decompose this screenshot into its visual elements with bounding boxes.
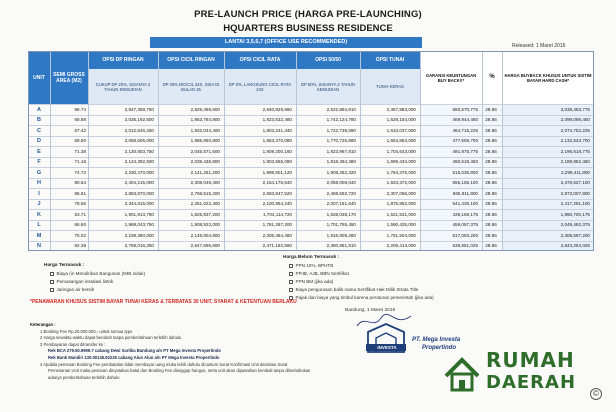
table-cell: 2,012,546,250 [124,127,154,133]
table-cell: 2,239,380,000 [124,232,154,238]
bank-account-bca: Rek BCA 279.50.9999.7 cabang Dewi Sartika Bandung a/n PT Mega Investa Propertindo [48,348,221,354]
table-cell: 2,045,571,600 [190,148,220,154]
table-cell: 1,628,038,170 [326,211,356,217]
table-cell: 1,923,372,000 [386,180,416,185]
col-header-buyback: HARGA BUYBACK KHUSUS UNTUK SISTIM BAYAR HARD CASH* [502,51,594,104]
col-header-5050: OPSI 50/50 [296,51,360,69]
col-sub-cicil-ringan: DP 40% DICICIL 24X, SISA DI BULAN 25 [158,69,224,104]
table-cell: 490,518,450 [452,159,478,164]
watermark-line2: DAERAH [486,372,577,393]
table-cell: 1,985,860,800 [190,138,220,143]
notes-title: Keterangan : [30,322,56,327]
unit-label: K [37,211,41,218]
table-cell: 1,823,967,810 [326,148,356,154]
table-cell: 1,742,124,780 [326,117,356,122]
table-cell: 1,875,852,000 [386,201,416,206]
list-item [283,262,434,270]
table-cell: 477,659,700 [452,138,478,143]
unit-label: C [37,127,41,134]
col-sub-tunai: TUNAI KERAS [360,69,420,104]
note-line: 4 Apabila pemesan Booking Fee pembatalan tidak membayar uang muka lebih dahulu dicantum Surat Konfirmasi Unit dan/atau Surat [40,361,288,367]
list-item-text: PPJB, AJB, BBN Sertifikat [295,271,349,276]
promo-note: *PENAWARAN KHUSUS SISTIM BAYAR TUNAI KERAS & TERBATAS 30 UNIT, SYARAT & KETENTUAN BERLAKU [30,299,297,305]
table-cell: 67.42 [74,127,86,133]
table-cell: 2,149,804,800 [190,232,220,238]
col-sub-cicil-rata: DP 0%, LANGSUNG CICIL RATA 24X [224,69,296,104]
table-cell: 28.86 [485,211,497,217]
table-cell: 2,154,176,640 [262,180,292,185]
table-cell: 2,039,436,800 [190,159,220,164]
note-line: 2 Harga sewaktu-waktu dapat berubah tanpa pemberitahuan terlebih dahulu [40,335,182,341]
watermark-line1: RUMAH [486,348,575,372]
table-cell: 1,654,884,000 [386,138,416,143]
table-cell: 1,988,043,750 [124,222,154,227]
table-cell: 2,478,527,100 [560,180,590,185]
table-cell: 680,570,775 [452,106,478,112]
table-cell: 1,909,200,160 [262,148,292,154]
table-cell: 28.86 [485,232,497,238]
list-item [283,286,434,294]
table-cell: 2,130,803,750 [124,148,154,154]
logo-text: INVESTA [377,345,397,350]
note-line: 3 Pembayaran dapat ditransfer ke : [40,341,106,347]
table-cell: 2,307,096,000 [386,190,416,196]
table-cell: 1,818,394,380 [326,159,356,164]
table-cell: 2,417,291,100 [560,201,590,206]
table-cell: 74.72 [74,169,86,175]
excluded-list [283,254,434,302]
unit-label: F [37,159,41,165]
col-header-area: SEMI GROSS AREA (M2) [50,51,88,104]
unit-label: B [37,117,41,123]
table-cell: 2,098,098,450 [560,117,590,122]
table-cell: 3,038,453,775 [560,106,590,112]
table-cell: 541,439,100 [452,201,478,206]
table-cell: 1,960,700,175 [560,211,590,217]
table-cell: 2,007,161,640 [326,201,356,206]
table-cell: 2,758,016,250 [124,243,154,248]
table-cell: 1,704,643,000 [386,148,416,154]
list-item [283,294,434,302]
table-cell: 1,932,044,400 [190,127,220,133]
col-sub-5050: DP 50%, SISANYA 2 TAHUN KEMUDIAN [296,69,360,104]
table-cell: 2,843,264,025 [560,243,590,248]
table-cell: 80.54 [74,180,86,185]
company-line2: Propertindo [422,345,456,351]
sign-place-date: Bandung, 1 Maret 2016 [345,308,396,313]
table-cell: 2,883,870,000 [124,190,154,196]
table-cell: 2,049,492,375 [560,222,590,227]
table-cell: 459,057,375 [452,222,478,227]
list-item [44,270,145,278]
table-cell: 71.16 [74,159,86,164]
table-cell: 515,035,800 [452,169,478,175]
table-cell: 28.86 [485,180,497,185]
unit-label: H [37,180,41,186]
table-frame [28,51,594,251]
table-cell: 2,308,597,200 [560,232,590,238]
checkbox-icon [50,288,54,292]
table-cell: 28.86 [485,148,497,154]
table-cell: 2,299,411,800 [560,169,590,175]
table-cell: 28.86 [485,190,497,196]
table-cell: 1,781,287,200 [262,222,292,227]
page-title: PRE-LAUNCH PRICE (HARGA PRE-LAUNCHING) [194,9,422,20]
checkbox-icon [289,280,293,284]
table-cell: 1,610,037,000 [386,127,416,133]
table-cell: 1,791,504,000 [386,232,416,238]
table-cell: 2,640,828,960 [262,106,292,112]
floors-banner: LANTAI 3,5,6,7 (OFFICE USE RECOMMENDED) [150,37,422,48]
note-line: Pemesanan Unit maka pesanan dinyatakan batal dan Booking Fee dianggap hangus, serta unit akan dipasarkan kembali tanpa diberitahukan [48,368,311,374]
list-item-text: Pajak dan biaya yang timbul karena peraturan pemerintah (jika ada) [295,295,434,300]
note-line: 1 Booking Fee Rp.20.000.000,- untuk semua type [40,328,133,334]
table-cell: 2,196,618,775 [560,148,590,154]
unit-label: M [36,232,42,239]
table-cell: 1,628,154,000 [386,117,416,122]
table-cell: 2,132,543,700 [560,138,590,143]
list-item-text: PPN BM (jika ada) [295,279,334,284]
table-cell: 1,521,531,000 [386,211,416,217]
table-cell: 2,583,947,520 [262,190,292,196]
table-cell: 2,647,695,600 [190,243,220,248]
table-cell: 1,909,282,320 [326,169,356,175]
checkbox-icon [289,272,293,276]
table-cell: 2,230,470,000 [124,169,154,175]
table-cell: 2,947,358,750 [124,106,154,112]
table-cell: 1,916,909,280 [326,232,356,238]
table-cell: 68.88 [74,117,86,122]
table-cell: 2,074,752,225 [560,127,590,133]
unit-label: L [37,222,41,228]
release-date: Released: 1 Maret 2016 [512,43,566,49]
table-cell: 517,093,200 [452,232,478,238]
list-item-text: Jaringan air bersih [56,287,95,292]
list-item [283,278,434,286]
table-cell: 1,901,913,750 [124,211,154,217]
checkbox-icon [289,288,293,292]
table-cell: 464,715,225 [452,127,478,133]
excluded-title: Harga Belum Termasuk : [283,255,340,260]
included-list [44,262,145,294]
table-cell: 2,206,413,000 [386,243,416,248]
table-cell: 2,768,515,200 [190,190,220,196]
list-item-text: Biaya pengurusan balik nama Sertifikat Hak Milik Strata Title [295,287,419,292]
table-cell: 2,189,952,450 [560,159,590,164]
table-cell: 1,803,241,440 [262,127,292,133]
col-header-pct: % [482,51,502,104]
table-cell: 28.86 [485,138,497,143]
table-cell: 2,058,008,040 [326,180,356,185]
table-cell: 2,973,007,800 [560,190,590,196]
unit-label: G [36,169,42,176]
unit-label: D [37,138,41,144]
table-cell: 1,853,470,080 [262,138,292,143]
table-cell: 2,100,954,240 [262,201,292,206]
list-item [283,270,434,278]
company-logo [364,322,408,361]
table-cell: 28.86 [485,159,497,164]
table-cell: 636,851,025 [452,243,478,248]
table-cell: 63.71 [74,211,86,217]
table-cell: 71.38 [74,148,86,154]
bank-account-mandiri: Rek Bank Mandiri 130.00145.92235 cabang Alun Alun a/n PT Mega Investa Propertindo [48,354,220,360]
unit-label: E [37,148,41,155]
table-cell: 2,035,192,500 [124,117,154,122]
table-cell: 1,704,114,720 [262,211,292,217]
table-cell: 1,825,837,200 [190,211,220,217]
col-header-tunai: OPSI TUNAI [360,51,420,69]
note-line: adanya pemberitahuan terlebih dahulu [48,374,120,380]
checkbox-icon [289,264,293,268]
table-cell: 2,006,484,480 [262,232,292,238]
col-header-cicil-ringan: OPSI CICIL RINGAN [158,51,224,69]
table-cell: 665,911,800 [452,190,478,196]
table-cell: 2,141,251,200 [190,169,220,175]
table-cell: 1,590,435,000 [386,222,416,227]
list-item-text: Biaya (in Mendirikan Bangunan (IMB induk) [56,271,146,276]
col-header-garansi: GARANSI KEUNTUNGAN BUY BACK!!* [420,51,482,104]
table-cell: 66.60 [74,222,86,227]
table-cell: 1,699,434,000 [386,159,416,164]
included-title: Harga Termasuk : [44,263,85,268]
list-item-text: PPN 10%, BPHTB [295,263,334,268]
table-cell: 28.86 [485,117,497,122]
table-cell: 2,308,046,400 [190,180,220,185]
table-cell: 2,471,182,560 [262,243,292,248]
table-cell: 1,722,739,590 [326,127,356,133]
table-cell: 1,953,784,800 [190,117,220,122]
col-header-unit: UNIT [28,51,50,104]
table-cell: 28.86 [485,106,497,112]
house-icon [442,354,482,394]
table-cell: 2,124,392,500 [124,159,154,164]
project-name: HQUARTERS BUSINESS RESIDENCE [223,23,393,34]
table-cell: 2,468,592,720 [326,190,356,196]
table-cell: 1,823,532,480 [262,117,292,122]
table-cell: 69.50 [74,138,86,143]
table-cell: 2,522,894,810 [326,106,356,112]
watermark [442,346,602,402]
table-cell: 28.86 [485,222,497,227]
table-cell: 1,908,522,000 [190,222,220,227]
table-cell: 96.61 [74,190,86,196]
table-cell: 2,251,022,400 [190,201,220,206]
list-item-text: Pemasangan instalasi listrik [56,279,114,284]
col-header-cicil-rata: OPSI CICIL RATA [224,51,296,69]
table-cell: 1,903,566,080 [262,159,292,164]
table-cell: 28.86 [485,243,497,248]
table-cell: 78.55 [74,201,86,206]
table-cell: 555,155,100 [452,180,478,185]
notes-block [30,322,390,381]
table-cell: 28.86 [485,201,497,206]
unit-label: I [38,190,40,197]
checkbox-icon [50,272,54,276]
table-cell: 28.86 [485,169,497,175]
company-line1: PT. Mega Investa [412,337,461,343]
table-cell: 92.39 [74,243,86,248]
table-cell: 2,068,605,000 [124,138,154,143]
table-cell: 439,169,175 [452,211,478,217]
table-cell: 1,770,725,880 [326,138,356,143]
table-cell: 28.86 [485,127,497,133]
table-cell: 491,975,775 [452,148,478,154]
table-cell: 75.02 [74,232,86,238]
table-cell: 1,701,765,450 [326,222,356,227]
list-item [44,286,145,294]
table-cell: 1,998,501,120 [262,169,292,175]
col-header-dp-ringan: OPSI DP RINGAN [88,51,158,69]
checkbox-icon [50,280,54,284]
col-sub-dp-ringan: CUKUP DP 20%, SISANYA 2 TAHUN KEMUDIAN [88,69,158,104]
table-cell: 98.74 [74,106,86,112]
unit-label: J [37,201,41,207]
unit-label: A [37,106,41,113]
table-cell: 2,829,459,600 [190,106,220,112]
table-cell: 2,344,815,000 [124,201,154,206]
copyright-icon: © [590,388,602,400]
table-cell: 2,357,883,000 [386,106,416,112]
table-cell: 2,360,861,910 [326,243,356,248]
table-cell: 1,784,376,000 [386,169,416,175]
unit-label: N [37,243,41,249]
table-cell: 469,944,450 [452,117,478,122]
table-cell: 2,404,215,000 [124,180,154,185]
list-item [44,278,145,286]
